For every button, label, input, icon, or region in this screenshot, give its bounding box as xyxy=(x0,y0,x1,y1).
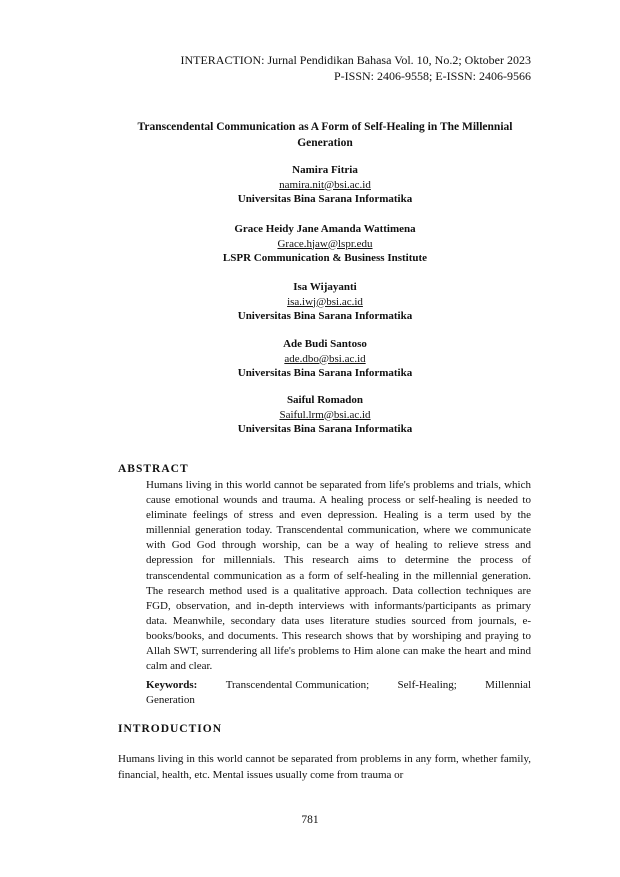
keywords-section xyxy=(146,678,531,708)
author-email-link[interactable]: isa.iwj@bsi.ac.id xyxy=(287,295,363,308)
author-name: Isa Wijayanti xyxy=(293,281,357,293)
author-name: Namira Fitria xyxy=(292,164,358,176)
keyword-continuation: Generation xyxy=(146,694,195,707)
keywords-label: Keywords: xyxy=(146,679,198,691)
abstract-heading: ABSTRACT xyxy=(118,463,189,475)
author-email-link[interactable]: Saiful.lrm@bsi.ac.id xyxy=(279,408,371,421)
journal-header xyxy=(180,52,531,84)
page-number: 781 xyxy=(301,814,319,826)
keyword-item: Millennial xyxy=(485,679,531,691)
author-affiliation: LSPR Communication & Business Institute xyxy=(222,252,428,264)
author-email-link[interactable]: namira.nit@bsi.ac.id xyxy=(279,178,371,191)
author-name: Grace Heidy Jane Amanda Wattimena xyxy=(234,223,416,235)
title-line-2: Generation xyxy=(297,137,353,149)
author-block xyxy=(110,163,540,207)
journal-name: INTERACTION: Jurnal Pendidikan Bahasa Vol. 10, No.2; Oktober 2023 xyxy=(180,53,531,67)
introduction-heading: INTRODUCTION xyxy=(118,723,223,735)
keyword-item: Transcendental Communication; xyxy=(225,679,370,691)
author-affiliation: Universitas Bina Sarana Informatika xyxy=(237,367,413,379)
keyword-item: Self-Healing; xyxy=(397,679,457,691)
author-block xyxy=(110,280,540,324)
introduction-body: Humans living in this world cannot be separated from problems in any form, whether family, financial, health, etc. Mental issues usually come from trauma or xyxy=(118,753,531,781)
author-affiliation: Universitas Bina Sarana Informatika xyxy=(237,193,413,205)
author-block xyxy=(110,393,540,437)
author-email-link[interactable]: Grace.hjaw@lspr.edu xyxy=(277,237,373,250)
author-email-link[interactable]: ade.dbo@bsi.ac.id xyxy=(284,352,366,365)
author-block xyxy=(110,337,540,381)
abstract-body: Humans living in this world cannot be separated from life's problems and trials, which cause emotional wounds and trauma. A healing process or self-healing is needed to eliminate feelings of stress and even depression. Healing is a term used by the millennial generation today. Transcendental communication, where we communicate with God God through worship, can be a way of healing to relieve stress and depression for millennials. This research aims to determine the process of transcendental communication as a form of self-healing in the millennial generation. The research method used is a qualitative approach. Data collection techniques are FGD, observation, and in-depth interviews with informants/participants as primary data. Meanwhile, secondary data uses literature studies sourced from journals, e-books/books, and documents. This research shows that by worshiping and praying to Allah SWT, surrendering all life's problems to Him alone can make the heart and mind calm and clear. xyxy=(146,479,531,673)
paper-title xyxy=(110,119,540,151)
author-affiliation: Universitas Bina Sarana Informatika xyxy=(237,310,413,322)
author-block xyxy=(110,222,540,266)
title-line-1: Transcendental Communication as A Form of Self-Healing in The Millennial xyxy=(137,121,513,133)
author-name: Saiful Romadon xyxy=(286,394,364,406)
keywords-row xyxy=(146,678,531,693)
issn-line: P-ISSN: 2406-9558; E-ISSN: 2406-9566 xyxy=(333,69,531,83)
author-name: Ade Budi Santoso xyxy=(283,338,367,350)
author-affiliation: Universitas Bina Sarana Informatika xyxy=(237,423,413,435)
